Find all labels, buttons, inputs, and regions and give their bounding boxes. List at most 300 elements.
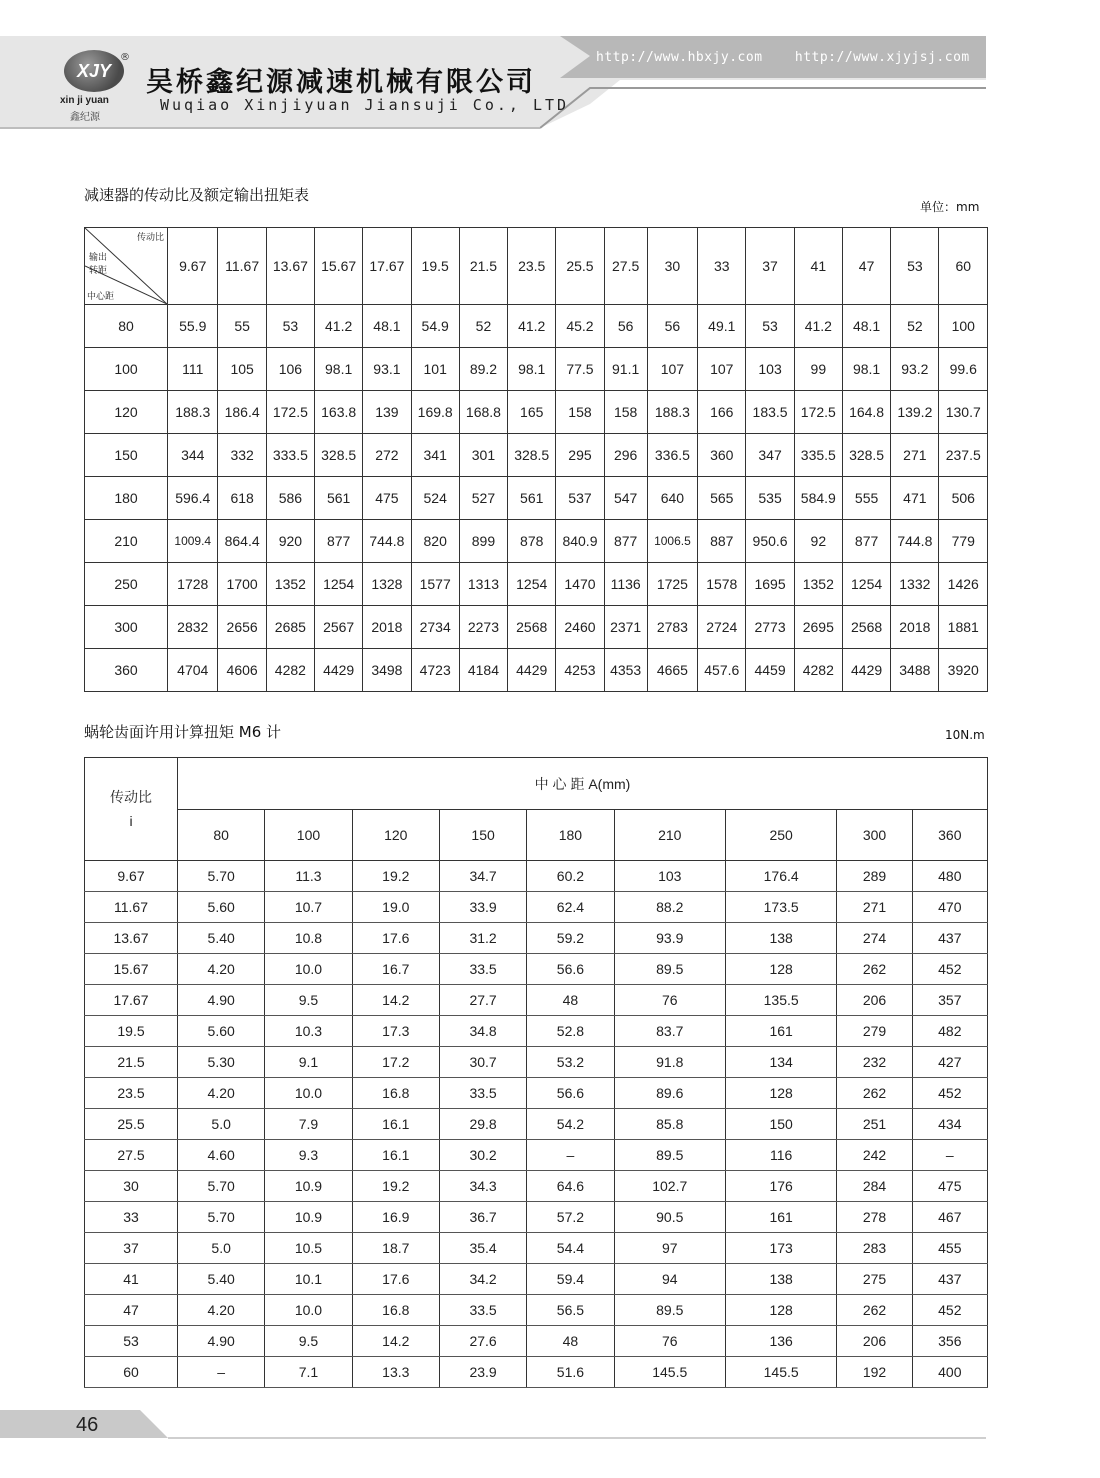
allowable-torque-cell: 91.8 xyxy=(614,1047,725,1078)
allowable-torque-cell: 48 xyxy=(527,985,614,1016)
header-urls xyxy=(596,50,970,65)
allowable-torque-cell: 27.6 xyxy=(439,1326,526,1357)
torque-cell: 55 xyxy=(218,305,266,348)
allowable-torque-cell: 16.1 xyxy=(352,1109,439,1140)
torque-cell: 565 xyxy=(698,477,746,520)
table1-title: 减速器的传动比及额定输出扭矩表 xyxy=(84,186,310,204)
torque-cell: 272 xyxy=(363,434,411,477)
allowable-torque-cell: 54.4 xyxy=(527,1233,614,1264)
allowable-torque-cell: 437 xyxy=(912,1264,987,1295)
torque-cell: 188.3 xyxy=(647,391,697,434)
torque-cell: 48.1 xyxy=(363,305,411,348)
torque-cell: 2568 xyxy=(508,606,556,649)
torque-cell: 744.8 xyxy=(891,520,939,563)
allowable-torque-cell: 138 xyxy=(725,923,836,954)
url-link-1[interactable]: http://www.hbxjy.com xyxy=(596,50,763,65)
center-distance-cell: 300 xyxy=(85,606,168,649)
ratio-cell: 53 xyxy=(85,1326,178,1357)
allowable-torque-cell: 10.5 xyxy=(265,1233,352,1264)
torque-cell: 130.7 xyxy=(939,391,988,434)
torque-cell: 163.8 xyxy=(315,391,363,434)
torque-rating-table xyxy=(84,227,988,692)
torque-cell: 2567 xyxy=(315,606,363,649)
torque-cell: 4353 xyxy=(604,649,647,692)
torque-cell: 49.1 xyxy=(698,305,746,348)
registered-mark: ® xyxy=(120,52,130,63)
allowable-torque-cell: 51.6 xyxy=(527,1357,614,1388)
ratio-header: 19.5 xyxy=(411,228,459,305)
torque-cell: 328.5 xyxy=(842,434,890,477)
allowable-torque-cell: 7.1 xyxy=(265,1357,352,1388)
ratio-cell: 21.5 xyxy=(85,1047,178,1078)
torque-cell: 1352 xyxy=(266,563,314,606)
center-distance-cell: 250 xyxy=(85,563,168,606)
allowable-torque-cell: 89.5 xyxy=(614,954,725,985)
allowable-torque-cell: 59.4 xyxy=(527,1264,614,1295)
allowable-torque-cell: 17.6 xyxy=(352,923,439,954)
allowable-torque-cell: 5.0 xyxy=(178,1109,265,1140)
torque-cell: 347 xyxy=(746,434,794,477)
allowable-torque-cell: 10.7 xyxy=(265,892,352,923)
center-header: 210 xyxy=(614,810,725,861)
allowable-torque-cell: – xyxy=(527,1140,614,1171)
torque-cell: 950.6 xyxy=(746,520,794,563)
allowable-torque-cell: 62.4 xyxy=(527,892,614,923)
ratio-cell: 47 xyxy=(85,1295,178,1326)
allowable-torque-cell: 34.7 xyxy=(439,861,526,892)
torque-cell: 107 xyxy=(698,348,746,391)
torque-cell: 1006.5 xyxy=(647,520,697,563)
torque-cell: 4429 xyxy=(508,649,556,692)
torque-cell: 2018 xyxy=(891,606,939,649)
torque-cell: 56 xyxy=(604,305,647,348)
torque-cell: 877 xyxy=(604,520,647,563)
allowable-torque-cell: 251 xyxy=(837,1109,912,1140)
torque-cell: 139 xyxy=(363,391,411,434)
center-distance-cell: 120 xyxy=(85,391,168,434)
center-distance-cell: 360 xyxy=(85,649,168,692)
ratio-cell: 30 xyxy=(85,1171,178,1202)
torque-cell: 98.1 xyxy=(315,348,363,391)
ratio-header: 41 xyxy=(794,228,842,305)
allowable-torque-cell: 161 xyxy=(725,1202,836,1233)
torque-cell: 475 xyxy=(363,477,411,520)
allowable-torque-cell: 93.9 xyxy=(614,923,725,954)
allowable-torque-cell: 455 xyxy=(912,1233,987,1264)
torque-cell: 2724 xyxy=(698,606,746,649)
allowable-torque-cell: 64.6 xyxy=(527,1171,614,1202)
torque-cell: 2734 xyxy=(411,606,459,649)
torque-cell: 524 xyxy=(411,477,459,520)
allowable-torque-cell: 19.2 xyxy=(352,861,439,892)
table2-title: 蜗轮齿面许用计算扭矩 M6 计 xyxy=(84,723,282,741)
allowable-torque-cell: 283 xyxy=(837,1233,912,1264)
center-distance-cell: 210 xyxy=(85,520,168,563)
allowable-torque-cell: 14.2 xyxy=(352,985,439,1016)
table2-subheader-row xyxy=(85,810,988,861)
torque-cell: 48.1 xyxy=(842,305,890,348)
ratio-header: 23.5 xyxy=(508,228,556,305)
table2-ratio-header xyxy=(85,758,178,861)
ratio-cell: 15.67 xyxy=(85,954,178,985)
allowable-torque-cell: 145.5 xyxy=(725,1357,836,1388)
allowable-torque-cell: 56.6 xyxy=(527,1078,614,1109)
allowable-torque-cell: 356 xyxy=(912,1326,987,1357)
torque-cell: 100 xyxy=(939,305,988,348)
ratio-header: 53 xyxy=(891,228,939,305)
ratio-header-label: 传动比 xyxy=(110,789,152,805)
allowable-torque-cell: 23.9 xyxy=(439,1357,526,1388)
torque-cell: 4665 xyxy=(647,649,697,692)
torque-cell: 555 xyxy=(842,477,890,520)
allowable-torque-cell: 59.2 xyxy=(527,923,614,954)
ratio-header-symbol: i xyxy=(129,813,133,829)
table1-row xyxy=(85,606,988,649)
url-link-2[interactable]: http://www.xjyjsj.com xyxy=(794,50,970,65)
corner-label-torque: 转距 xyxy=(89,266,108,276)
allowable-torque-cell: 16.8 xyxy=(352,1078,439,1109)
ratio-header: 13.67 xyxy=(266,228,314,305)
ratio-cell: 9.67 xyxy=(85,861,178,892)
table1-body xyxy=(85,305,988,692)
table2-header-row xyxy=(85,758,988,810)
allowable-torque-cell: 434 xyxy=(912,1109,987,1140)
allowable-torque-cell: 103 xyxy=(614,861,725,892)
allowable-torque-cell: – xyxy=(912,1140,987,1171)
torque-cell: 2273 xyxy=(459,606,507,649)
torque-cell: 840.9 xyxy=(556,520,604,563)
torque-cell: 4723 xyxy=(411,649,459,692)
allowable-torque-cell: 90.5 xyxy=(614,1202,725,1233)
allowable-torque-cell: 16.1 xyxy=(352,1140,439,1171)
allowable-torque-cell: 76 xyxy=(614,1326,725,1357)
allowable-torque-cell: 94 xyxy=(614,1264,725,1295)
allowable-torque-cell: 33.9 xyxy=(439,892,526,923)
center-header: 80 xyxy=(178,810,265,861)
allowable-torque-cell: 437 xyxy=(912,923,987,954)
torque-cell: 103 xyxy=(746,348,794,391)
allowable-torque-cell: 400 xyxy=(912,1357,987,1388)
ratio-header: 25.5 xyxy=(556,228,604,305)
torque-cell: 3498 xyxy=(363,649,411,692)
torque-cell: 158 xyxy=(604,391,647,434)
torque-cell: 53 xyxy=(746,305,794,348)
table2-row xyxy=(85,985,988,1016)
table1-row xyxy=(85,563,988,606)
center-distance-cell: 180 xyxy=(85,477,168,520)
torque-cell: 91.1 xyxy=(604,348,647,391)
allowable-torque-cell: 16.9 xyxy=(352,1202,439,1233)
torque-cell: 56 xyxy=(647,305,697,348)
torque-cell: 2695 xyxy=(794,606,842,649)
allowable-torque-cell: 30.7 xyxy=(439,1047,526,1078)
torque-cell: 2656 xyxy=(218,606,266,649)
allowable-torque-cell: 173 xyxy=(725,1233,836,1264)
torque-cell: 2018 xyxy=(363,606,411,649)
torque-cell: 93.1 xyxy=(363,348,411,391)
allowable-torque-cell: 52.8 xyxy=(527,1016,614,1047)
table2-row xyxy=(85,1357,988,1388)
torque-cell: 1881 xyxy=(939,606,988,649)
allowable-torque-cell: 14.2 xyxy=(352,1326,439,1357)
table2-row xyxy=(85,1078,988,1109)
ratio-cell: 37 xyxy=(85,1233,178,1264)
allowable-torque-cell: 5.70 xyxy=(178,1171,265,1202)
allowable-torque-cell: – xyxy=(178,1357,265,1388)
allowable-torque-cell: 89.5 xyxy=(614,1140,725,1171)
allowable-torque-cell: 116 xyxy=(725,1140,836,1171)
table1-row xyxy=(85,520,988,563)
allowable-torque-cell: 13.3 xyxy=(352,1357,439,1388)
torque-cell: 166 xyxy=(698,391,746,434)
allowable-torque-cell: 10.0 xyxy=(265,1295,352,1326)
ratio-header: 27.5 xyxy=(604,228,647,305)
torque-cell: 3920 xyxy=(939,649,988,692)
allowable-torque-cell: 33.5 xyxy=(439,1078,526,1109)
logo-mark: XJY xyxy=(64,50,124,92)
torque-cell: 52 xyxy=(459,305,507,348)
allowable-torque-cell: 29.8 xyxy=(439,1109,526,1140)
allowable-torque-cell: 30.2 xyxy=(439,1140,526,1171)
allowable-torque-cell: 97 xyxy=(614,1233,725,1264)
torque-cell: 53 xyxy=(266,305,314,348)
table2-row xyxy=(85,1140,988,1171)
ratio-header: 60 xyxy=(939,228,988,305)
allowable-torque-cell: 10.9 xyxy=(265,1202,352,1233)
table2-row xyxy=(85,1016,988,1047)
allowable-torque-cell: 5.60 xyxy=(178,1016,265,1047)
ratio-header: 30 xyxy=(647,228,697,305)
allowable-torque-cell: 10.9 xyxy=(265,1171,352,1202)
ratio-cell: 25.5 xyxy=(85,1109,178,1140)
allowable-torque-cell: 17.6 xyxy=(352,1264,439,1295)
ratio-header: 47 xyxy=(842,228,890,305)
center-header: 180 xyxy=(527,810,614,861)
allowable-torque-cell: 206 xyxy=(837,1326,912,1357)
allowable-torque-cell: 88.2 xyxy=(614,892,725,923)
torque-cell: 4184 xyxy=(459,649,507,692)
torque-cell: 1470 xyxy=(556,563,604,606)
allowable-torque-cell: 138 xyxy=(725,1264,836,1295)
table2-row xyxy=(85,861,988,892)
torque-cell: 1352 xyxy=(794,563,842,606)
torque-cell: 1577 xyxy=(411,563,459,606)
torque-cell: 106 xyxy=(266,348,314,391)
allowable-torque-cell: 128 xyxy=(725,1295,836,1326)
allowable-torque-cell: 16.8 xyxy=(352,1295,439,1326)
torque-cell: 4282 xyxy=(266,649,314,692)
torque-cell: 2568 xyxy=(842,606,890,649)
center-header: 360 xyxy=(912,810,987,861)
torque-cell: 887 xyxy=(698,520,746,563)
torque-cell: 54.9 xyxy=(411,305,459,348)
torque-cell: 640 xyxy=(647,477,697,520)
torque-cell: 537 xyxy=(556,477,604,520)
torque-cell: 561 xyxy=(315,477,363,520)
torque-cell: 4429 xyxy=(842,649,890,692)
allowable-torque-cell: 262 xyxy=(837,1295,912,1326)
company-name-cn: 吴桥鑫纪源减速机械有限公司 xyxy=(146,67,536,98)
corner-label-center: 中心距 xyxy=(87,292,115,302)
allowable-torque-cell: 4.20 xyxy=(178,954,265,985)
allowable-torque-cell: 274 xyxy=(837,923,912,954)
allowable-torque-cell: 76 xyxy=(614,985,725,1016)
page-number: 46 xyxy=(76,1414,99,1436)
allowable-torque-cell: 56.6 xyxy=(527,954,614,985)
torque-cell: 2783 xyxy=(647,606,697,649)
allowable-torque-cell: 161 xyxy=(725,1016,836,1047)
torque-cell: 3488 xyxy=(891,649,939,692)
allowable-torque-cell: 242 xyxy=(837,1140,912,1171)
allowable-torque-cell: 284 xyxy=(837,1171,912,1202)
allowable-torque-cell: 89.5 xyxy=(614,1295,725,1326)
allowable-torque-cell: 10.0 xyxy=(265,1078,352,1109)
allowable-torque-cell: 19.0 xyxy=(352,892,439,923)
allowable-torque-cell: 4.90 xyxy=(178,985,265,1016)
torque-cell: 55.9 xyxy=(168,305,218,348)
ratio-cell: 19.5 xyxy=(85,1016,178,1047)
allowable-torque-cell: 31.2 xyxy=(439,923,526,954)
torque-cell: 99 xyxy=(794,348,842,391)
torque-cell: 92 xyxy=(794,520,842,563)
table1-header-row xyxy=(85,228,988,305)
table1-row xyxy=(85,305,988,348)
table1-row xyxy=(85,391,988,434)
ratio-cell: 60 xyxy=(85,1357,178,1388)
torque-cell: 188.3 xyxy=(168,391,218,434)
allowable-torque-cell: 10.3 xyxy=(265,1016,352,1047)
torque-cell: 2685 xyxy=(266,606,314,649)
allowable-torque-cell: 7.9 xyxy=(265,1109,352,1140)
torque-cell: 586 xyxy=(266,477,314,520)
allowable-torque-cell: 10.1 xyxy=(265,1264,352,1295)
allowable-torque-cell: 135.5 xyxy=(725,985,836,1016)
allowable-torque-cell: 275 xyxy=(837,1264,912,1295)
table1-row xyxy=(85,477,988,520)
torque-cell: 596.4 xyxy=(168,477,218,520)
table1-row xyxy=(85,434,988,477)
allowable-torque-cell: 17.2 xyxy=(352,1047,439,1078)
torque-cell: 328.5 xyxy=(315,434,363,477)
allowable-torque-cell: 33.5 xyxy=(439,1295,526,1326)
torque-cell: 332 xyxy=(218,434,266,477)
allowable-torque-cell: 134 xyxy=(725,1047,836,1078)
allowable-torque-cell: 452 xyxy=(912,1078,987,1109)
torque-cell: 101 xyxy=(411,348,459,391)
ratio-header: 37 xyxy=(746,228,794,305)
allowable-torque-cell: 9.5 xyxy=(265,1326,352,1357)
torque-cell: 237.5 xyxy=(939,434,988,477)
torque-cell: 584.9 xyxy=(794,477,842,520)
allowable-torque-cell: 271 xyxy=(837,892,912,923)
table2-row xyxy=(85,1326,988,1357)
allowable-torque-cell: 262 xyxy=(837,1078,912,1109)
torque-cell: 77.5 xyxy=(556,348,604,391)
ratio-cell: 17.67 xyxy=(85,985,178,1016)
torque-cell: 41.2 xyxy=(315,305,363,348)
table2-row xyxy=(85,954,988,985)
allowable-torque-cell: 89.6 xyxy=(614,1078,725,1109)
logo-en-text: xin ji yuan xyxy=(60,95,109,106)
torque-cell: 98.1 xyxy=(842,348,890,391)
allowable-torque-cell: 278 xyxy=(837,1202,912,1233)
allowable-torque-cell: 17.3 xyxy=(352,1016,439,1047)
torque-cell: 561 xyxy=(508,477,556,520)
torque-cell: 877 xyxy=(315,520,363,563)
torque-cell: 4606 xyxy=(218,649,266,692)
allowable-torque-cell: 452 xyxy=(912,954,987,985)
torque-cell: 2773 xyxy=(746,606,794,649)
torque-cell: 328.5 xyxy=(508,434,556,477)
ratio-cell: 23.5 xyxy=(85,1078,178,1109)
ratio-cell: 33 xyxy=(85,1202,178,1233)
allowable-torque-cell: 102.7 xyxy=(614,1171,725,1202)
torque-cell: 139.2 xyxy=(891,391,939,434)
center-header: 120 xyxy=(352,810,439,861)
table1-corner-cell xyxy=(85,228,168,305)
torque-cell: 1136 xyxy=(604,563,647,606)
torque-cell: 547 xyxy=(604,477,647,520)
page-footer xyxy=(0,1410,1100,1450)
ratio-cell: 13.67 xyxy=(85,923,178,954)
allowable-torque-cell: 5.40 xyxy=(178,923,265,954)
torque-cell: 41.2 xyxy=(794,305,842,348)
torque-cell: 1728 xyxy=(168,563,218,606)
torque-cell: 158 xyxy=(556,391,604,434)
torque-cell: 296 xyxy=(604,434,647,477)
center-distance-cell: 80 xyxy=(85,305,168,348)
torque-cell: 877 xyxy=(842,520,890,563)
allowable-torque-cell: 452 xyxy=(912,1295,987,1326)
logo-cn-text: 鑫纪源 xyxy=(70,112,100,123)
torque-cell: 2371 xyxy=(604,606,647,649)
allowable-torque-cell: 5.30 xyxy=(178,1047,265,1078)
torque-cell: 4704 xyxy=(168,649,218,692)
company-name-en: Wuqiao Xinjiyuan Jiansuji Co., LTD xyxy=(160,96,570,114)
allowable-torque-cell: 54.2 xyxy=(527,1109,614,1140)
allowable-torque-cell: 262 xyxy=(837,954,912,985)
torque-cell: 165 xyxy=(508,391,556,434)
allowable-torque-cell: 206 xyxy=(837,985,912,1016)
allowable-torque-cell: 5.70 xyxy=(178,861,265,892)
allowable-torque-cell: 85.8 xyxy=(614,1109,725,1140)
allowable-torque-cell: 5.40 xyxy=(178,1264,265,1295)
table2-unit: 10N.m xyxy=(945,728,985,742)
allowable-torque-cell: 60.2 xyxy=(527,861,614,892)
torque-cell: 99.6 xyxy=(939,348,988,391)
table1-row xyxy=(85,649,988,692)
allowable-torque-cell: 128 xyxy=(725,1078,836,1109)
ratio-cell: 27.5 xyxy=(85,1140,178,1171)
allowable-torque-cell: 33.5 xyxy=(439,954,526,985)
table2-body xyxy=(85,861,988,1388)
torque-cell: 1700 xyxy=(218,563,266,606)
allowable-torque-cell: 48 xyxy=(527,1326,614,1357)
torque-cell: 457.6 xyxy=(698,649,746,692)
ratio-header: 9.67 xyxy=(168,228,218,305)
torque-cell: 4253 xyxy=(556,649,604,692)
table1-row xyxy=(85,348,988,391)
allowable-torque-cell: 357 xyxy=(912,985,987,1016)
allowable-torque-cell: 18.7 xyxy=(352,1233,439,1264)
torque-cell: 779 xyxy=(939,520,988,563)
torque-cell: 1328 xyxy=(363,563,411,606)
allowable-torque-cell: 16.7 xyxy=(352,954,439,985)
allowable-torque-cell: 279 xyxy=(837,1016,912,1047)
torque-cell: 186.4 xyxy=(218,391,266,434)
torque-cell: 169.8 xyxy=(411,391,459,434)
torque-cell: 93.2 xyxy=(891,348,939,391)
